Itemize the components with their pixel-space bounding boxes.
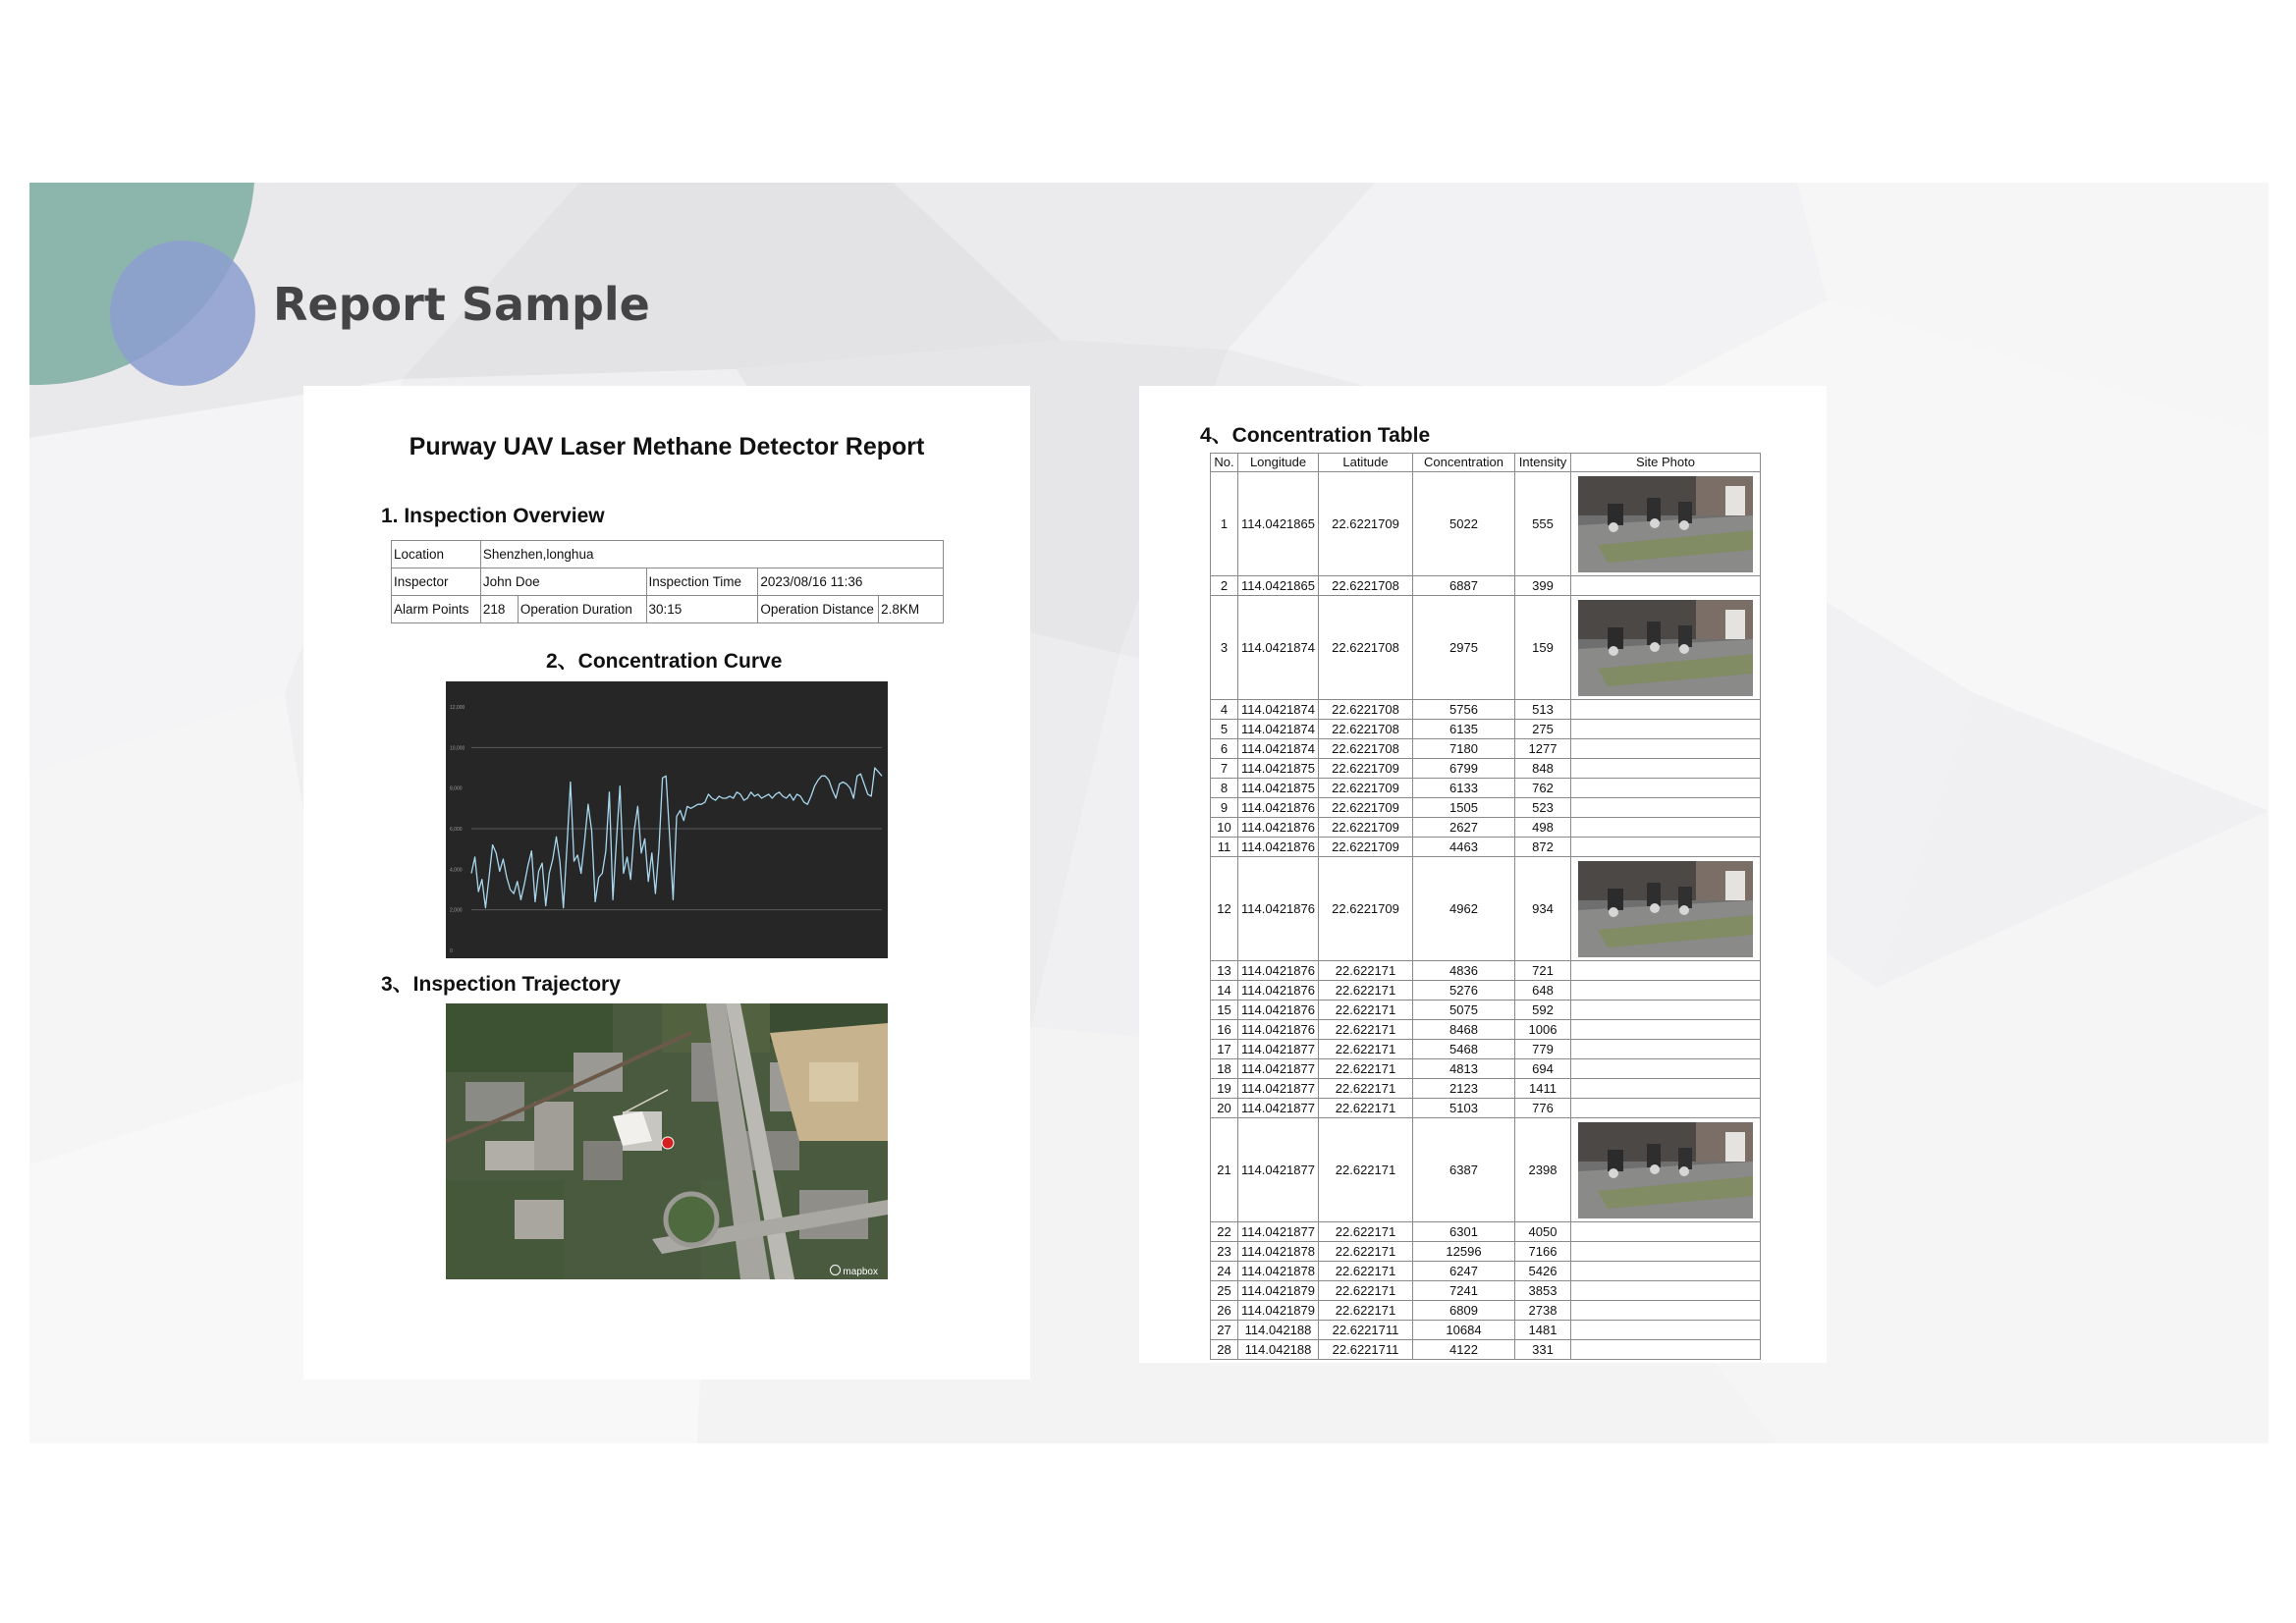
- row-latitude: 22.622171: [1319, 1301, 1413, 1321]
- table-row: [1211, 857, 1761, 961]
- row-intensity: 523: [1515, 798, 1571, 818]
- row-intensity: 5426: [1515, 1262, 1571, 1281]
- table-row: [1211, 1040, 1761, 1059]
- row-no: 21: [1211, 1118, 1238, 1222]
- row-concentration: 5756: [1413, 700, 1515, 720]
- section-concentration-curve: 2、Concentration Curve: [546, 650, 783, 673]
- row-intensity: 776: [1515, 1099, 1571, 1118]
- header-no: No.: [1211, 454, 1238, 472]
- section-inspection-overview: 1. Inspection Overview: [381, 505, 605, 527]
- row-intensity: 1481: [1515, 1321, 1571, 1340]
- row-intensity: 872: [1515, 838, 1571, 857]
- operation-duration-value: 30:15: [646, 596, 758, 623]
- site-photo-empty: [1571, 1301, 1761, 1321]
- site-photo: [1571, 1118, 1761, 1222]
- table-row: [1211, 818, 1761, 838]
- table-row: [1211, 1001, 1761, 1020]
- row-no: 5: [1211, 720, 1238, 739]
- row-latitude: 22.622171: [1319, 1222, 1413, 1242]
- row-concentration: 6135: [1413, 720, 1515, 739]
- header-concentration: Concentration: [1413, 454, 1515, 472]
- site-photo-empty: [1571, 798, 1761, 818]
- row-intensity: 1277: [1515, 739, 1571, 759]
- table-row: [1211, 472, 1761, 576]
- inspector-value: John Doe: [480, 568, 646, 596]
- concentration-table: [1210, 453, 1761, 1360]
- y-tick-label: 6,000: [450, 827, 463, 833]
- row-intensity: 4050: [1515, 1222, 1571, 1242]
- row-latitude: 22.622171: [1319, 981, 1413, 1001]
- row-no: 23: [1211, 1242, 1238, 1262]
- table-row: [1211, 759, 1761, 779]
- site-photo-empty: [1571, 700, 1761, 720]
- row-longitude: 114.0421877: [1238, 1059, 1319, 1079]
- row-concentration: 6301: [1413, 1222, 1515, 1242]
- operation-distance-value: 2.8KM: [879, 596, 944, 623]
- row-intensity: 694: [1515, 1059, 1571, 1079]
- row-concentration: 8468: [1413, 1020, 1515, 1040]
- site-photo-image: [1578, 600, 1753, 696]
- operation-distance-label: Operation Distance: [758, 596, 879, 623]
- site-photo: [1571, 472, 1761, 576]
- table-row: [1211, 1222, 1761, 1242]
- site-photo-empty: [1571, 1059, 1761, 1079]
- row-latitude: 22.6221708: [1319, 596, 1413, 700]
- row-longitude: 114.0421877: [1238, 1222, 1319, 1242]
- decorative-blue-circle: [108, 239, 257, 388]
- row-longitude: 114.0421874: [1238, 739, 1319, 759]
- row-latitude: 22.6221709: [1319, 759, 1413, 779]
- row-latitude: 22.6221709: [1319, 779, 1413, 798]
- row-concentration: 2627: [1413, 818, 1515, 838]
- y-tick-label: 8,000: [450, 785, 463, 792]
- row-longitude: 114.042188: [1238, 1321, 1319, 1340]
- table-row: [1211, 1242, 1761, 1262]
- site-photo-empty: [1571, 1242, 1761, 1262]
- site-photo-empty: [1571, 1020, 1761, 1040]
- site-photo-empty: [1571, 759, 1761, 779]
- row-no: 1: [1211, 472, 1238, 576]
- inspection-time-label: Inspection Time: [646, 568, 758, 596]
- row-intensity: 934: [1515, 857, 1571, 961]
- site-photo-empty: [1571, 739, 1761, 759]
- row-no: 17: [1211, 1040, 1238, 1059]
- row-latitude: 22.6221709: [1319, 838, 1413, 857]
- row-latitude: 22.622171: [1319, 1242, 1413, 1262]
- row-intensity: 2738: [1515, 1301, 1571, 1321]
- row-latitude: 22.6221711: [1319, 1321, 1413, 1340]
- overview-row-inspector: [392, 568, 944, 596]
- mapbox-logo-icon: [830, 1265, 841, 1275]
- row-no: 28: [1211, 1340, 1238, 1360]
- site-photo-empty: [1571, 1040, 1761, 1059]
- row-concentration: 7180: [1413, 739, 1515, 759]
- row-latitude: 22.622171: [1319, 1059, 1413, 1079]
- table-row: [1211, 576, 1761, 596]
- row-concentration: 1505: [1413, 798, 1515, 818]
- site-photo-empty: [1571, 720, 1761, 739]
- y-tick-label: 2,000: [450, 907, 463, 914]
- section-inspection-trajectory: 3、Inspection Trajectory: [381, 973, 621, 996]
- row-no: 6: [1211, 739, 1238, 759]
- site-photo: [1571, 857, 1761, 961]
- row-concentration: 4962: [1413, 857, 1515, 961]
- row-concentration: 4836: [1413, 961, 1515, 981]
- site-photo-empty: [1571, 1001, 1761, 1020]
- row-no: 16: [1211, 1020, 1238, 1040]
- table-row: [1211, 1281, 1761, 1301]
- row-longitude: 114.0421878: [1238, 1242, 1319, 1262]
- header-longitude: Longitude: [1238, 454, 1319, 472]
- row-concentration: 10684: [1413, 1321, 1515, 1340]
- row-longitude: 114.0421875: [1238, 759, 1319, 779]
- row-longitude: 114.0421876: [1238, 798, 1319, 818]
- row-longitude: 114.0421874: [1238, 720, 1319, 739]
- row-no: 8: [1211, 779, 1238, 798]
- row-latitude: 22.6221709: [1319, 472, 1413, 576]
- row-longitude: 114.0421876: [1238, 1020, 1319, 1040]
- row-longitude: 114.0421875: [1238, 779, 1319, 798]
- row-latitude: 22.6221709: [1319, 798, 1413, 818]
- site-photo-empty: [1571, 1340, 1761, 1360]
- row-longitude: 114.0421865: [1238, 576, 1319, 596]
- row-concentration: 6799: [1413, 759, 1515, 779]
- row-concentration: 6809: [1413, 1301, 1515, 1321]
- row-latitude: 22.6221709: [1319, 818, 1413, 838]
- row-latitude: 22.622171: [1319, 1281, 1413, 1301]
- row-no: 20: [1211, 1099, 1238, 1118]
- row-concentration: 5276: [1413, 981, 1515, 1001]
- trajectory-map: [446, 1003, 888, 1279]
- table-row: [1211, 1301, 1761, 1321]
- row-intensity: 555: [1515, 472, 1571, 576]
- inspector-label: Inspector: [392, 568, 481, 596]
- row-latitude: 22.6221708: [1319, 576, 1413, 596]
- site-photo-image: [1578, 476, 1753, 572]
- row-no: 26: [1211, 1301, 1238, 1321]
- table-row: [1211, 961, 1761, 981]
- row-latitude: 22.622171: [1319, 1118, 1413, 1222]
- site-photo-empty: [1571, 1262, 1761, 1281]
- section-concentration-table: 4、Concentration Table: [1200, 424, 1431, 447]
- row-concentration: 4813: [1413, 1059, 1515, 1079]
- row-intensity: 648: [1515, 981, 1571, 1001]
- row-no: 27: [1211, 1321, 1238, 1340]
- row-concentration: 5468: [1413, 1040, 1515, 1059]
- overview-row-location: [392, 541, 944, 568]
- row-latitude: 22.6221711: [1319, 1340, 1413, 1360]
- row-no: 22: [1211, 1222, 1238, 1242]
- table-row: [1211, 700, 1761, 720]
- y-tick-label: 0: [450, 948, 453, 954]
- table-row: [1211, 1059, 1761, 1079]
- row-longitude: 114.042188: [1238, 1340, 1319, 1360]
- row-longitude: 114.0421876: [1238, 818, 1319, 838]
- site-photo-image: [1578, 861, 1753, 957]
- row-concentration: 12596: [1413, 1242, 1515, 1262]
- row-concentration: 7241: [1413, 1281, 1515, 1301]
- site-photo-empty: [1571, 1281, 1761, 1301]
- table-row: [1211, 596, 1761, 700]
- row-intensity: 762: [1515, 779, 1571, 798]
- row-concentration: 5075: [1413, 1001, 1515, 1020]
- row-concentration: 6133: [1413, 779, 1515, 798]
- map-watermark: mapbox: [843, 1267, 878, 1277]
- row-intensity: 159: [1515, 596, 1571, 700]
- row-latitude: 22.622171: [1319, 1040, 1413, 1059]
- overview-table: [391, 540, 944, 623]
- row-no: 12: [1211, 857, 1238, 961]
- y-tick-label: 12,000: [450, 705, 465, 711]
- overview-row-alarm: [392, 596, 944, 623]
- table-row: [1211, 981, 1761, 1001]
- inspection-time-value: 2023/08/16 11:36: [758, 568, 944, 596]
- row-intensity: 721: [1515, 961, 1571, 981]
- row-no: 7: [1211, 759, 1238, 779]
- header-intensity: Intensity: [1515, 454, 1571, 472]
- slide-title: Report Sample: [273, 278, 650, 331]
- row-latitude: 22.6221709: [1319, 857, 1413, 961]
- row-latitude: 22.6221708: [1319, 739, 1413, 759]
- row-longitude: 114.0421876: [1238, 838, 1319, 857]
- row-concentration: 4122: [1413, 1340, 1515, 1360]
- series-line-0: [471, 768, 882, 908]
- row-latitude: 22.622171: [1319, 961, 1413, 981]
- row-no: 24: [1211, 1262, 1238, 1281]
- concentration-curve-svg: [446, 681, 888, 958]
- row-no: 4: [1211, 700, 1238, 720]
- row-intensity: 592: [1515, 1001, 1571, 1020]
- row-intensity: 848: [1515, 759, 1571, 779]
- row-latitude: 22.6221708: [1319, 720, 1413, 739]
- table-row: [1211, 720, 1761, 739]
- row-longitude: 114.0421874: [1238, 700, 1319, 720]
- row-intensity: 275: [1515, 720, 1571, 739]
- row-concentration: 6247: [1413, 1262, 1515, 1281]
- site-photo-empty: [1571, 1321, 1761, 1340]
- row-intensity: 2398: [1515, 1118, 1571, 1222]
- row-latitude: 22.622171: [1319, 1079, 1413, 1099]
- row-intensity: 331: [1515, 1340, 1571, 1360]
- site-photo-empty: [1571, 576, 1761, 596]
- row-no: 2: [1211, 576, 1238, 596]
- row-latitude: 22.622171: [1319, 1262, 1413, 1281]
- row-concentration: 6887: [1413, 576, 1515, 596]
- row-no: 11: [1211, 838, 1238, 857]
- satellite-map-image: [446, 1003, 888, 1279]
- row-no: 13: [1211, 961, 1238, 981]
- report-title: Purway UAV Laser Methane Detector Report: [409, 433, 925, 460]
- location-value: Shenzhen,longhua: [480, 541, 943, 568]
- row-no: 15: [1211, 1001, 1238, 1020]
- row-longitude: 114.0421876: [1238, 1001, 1319, 1020]
- row-intensity: 1006: [1515, 1020, 1571, 1040]
- row-longitude: 114.0421876: [1238, 981, 1319, 1001]
- header-site-photo: Site Photo: [1571, 454, 1761, 472]
- row-intensity: 399: [1515, 576, 1571, 596]
- y-tick-label: 10,000: [450, 745, 465, 752]
- row-longitude: 114.0421878: [1238, 1262, 1319, 1281]
- table-header-row: [1211, 454, 1761, 472]
- site-photo-empty: [1571, 1099, 1761, 1118]
- row-intensity: 1411: [1515, 1079, 1571, 1099]
- map-attribution: [830, 1265, 878, 1277]
- row-longitude: 114.0421877: [1238, 1118, 1319, 1222]
- row-intensity: 7166: [1515, 1242, 1571, 1262]
- row-concentration: 5103: [1413, 1099, 1515, 1118]
- row-latitude: 22.6221708: [1319, 700, 1413, 720]
- table-row: [1211, 739, 1761, 759]
- row-concentration: 2975: [1413, 596, 1515, 700]
- site-photo: [1571, 596, 1761, 700]
- table-row: [1211, 1262, 1761, 1281]
- alarm-points-value: 218: [480, 596, 518, 623]
- site-photo-empty: [1571, 779, 1761, 798]
- row-no: 19: [1211, 1079, 1238, 1099]
- row-intensity: 779: [1515, 1040, 1571, 1059]
- table-row: [1211, 1020, 1761, 1040]
- table-row: [1211, 1118, 1761, 1222]
- row-longitude: 114.0421865: [1238, 472, 1319, 576]
- table-row: [1211, 838, 1761, 857]
- row-latitude: 22.622171: [1319, 1099, 1413, 1118]
- table-row: [1211, 1340, 1761, 1360]
- row-intensity: 498: [1515, 818, 1571, 838]
- table-row: [1211, 1079, 1761, 1099]
- table-body: [1211, 472, 1761, 1360]
- report-page-right: [1139, 386, 1827, 1363]
- row-longitude: 114.0421877: [1238, 1079, 1319, 1099]
- row-intensity: 3853: [1515, 1281, 1571, 1301]
- row-latitude: 22.622171: [1319, 1020, 1413, 1040]
- alarm-points-label: Alarm Points: [392, 596, 481, 623]
- row-no: 10: [1211, 818, 1238, 838]
- row-concentration: 2123: [1413, 1079, 1515, 1099]
- row-concentration: 4463: [1413, 838, 1515, 857]
- row-no: 18: [1211, 1059, 1238, 1079]
- report-page-left: [303, 386, 1030, 1380]
- row-no: 3: [1211, 596, 1238, 700]
- operation-duration-label: Operation Duration: [518, 596, 646, 623]
- row-longitude: 114.0421876: [1238, 961, 1319, 981]
- site-photo-empty: [1571, 961, 1761, 981]
- row-longitude: 114.0421877: [1238, 1040, 1319, 1059]
- table-row: [1211, 798, 1761, 818]
- site-photo-image: [1578, 1122, 1753, 1218]
- table-row: [1211, 1321, 1761, 1340]
- y-tick-label: 4,000: [450, 867, 463, 874]
- row-latitude: 22.622171: [1319, 1001, 1413, 1020]
- row-longitude: 114.0421877: [1238, 1099, 1319, 1118]
- site-photo-empty: [1571, 1079, 1761, 1099]
- site-photo-empty: [1571, 818, 1761, 838]
- site-photo-empty: [1571, 1222, 1761, 1242]
- row-concentration: 6387: [1413, 1118, 1515, 1222]
- row-no: 25: [1211, 1281, 1238, 1301]
- concentration-curve-chart: [446, 681, 888, 958]
- table-row: [1211, 779, 1761, 798]
- header-latitude: Latitude: [1319, 454, 1413, 472]
- row-no: 14: [1211, 981, 1238, 1001]
- location-label: Location: [392, 541, 481, 568]
- row-longitude: 114.0421879: [1238, 1301, 1319, 1321]
- row-concentration: 5022: [1413, 472, 1515, 576]
- row-no: 9: [1211, 798, 1238, 818]
- row-longitude: 114.0421874: [1238, 596, 1319, 700]
- site-photo-empty: [1571, 838, 1761, 857]
- row-intensity: 513: [1515, 700, 1571, 720]
- row-longitude: 114.0421879: [1238, 1281, 1319, 1301]
- site-photo-empty: [1571, 981, 1761, 1001]
- table-row: [1211, 1099, 1761, 1118]
- row-longitude: 114.0421876: [1238, 857, 1319, 961]
